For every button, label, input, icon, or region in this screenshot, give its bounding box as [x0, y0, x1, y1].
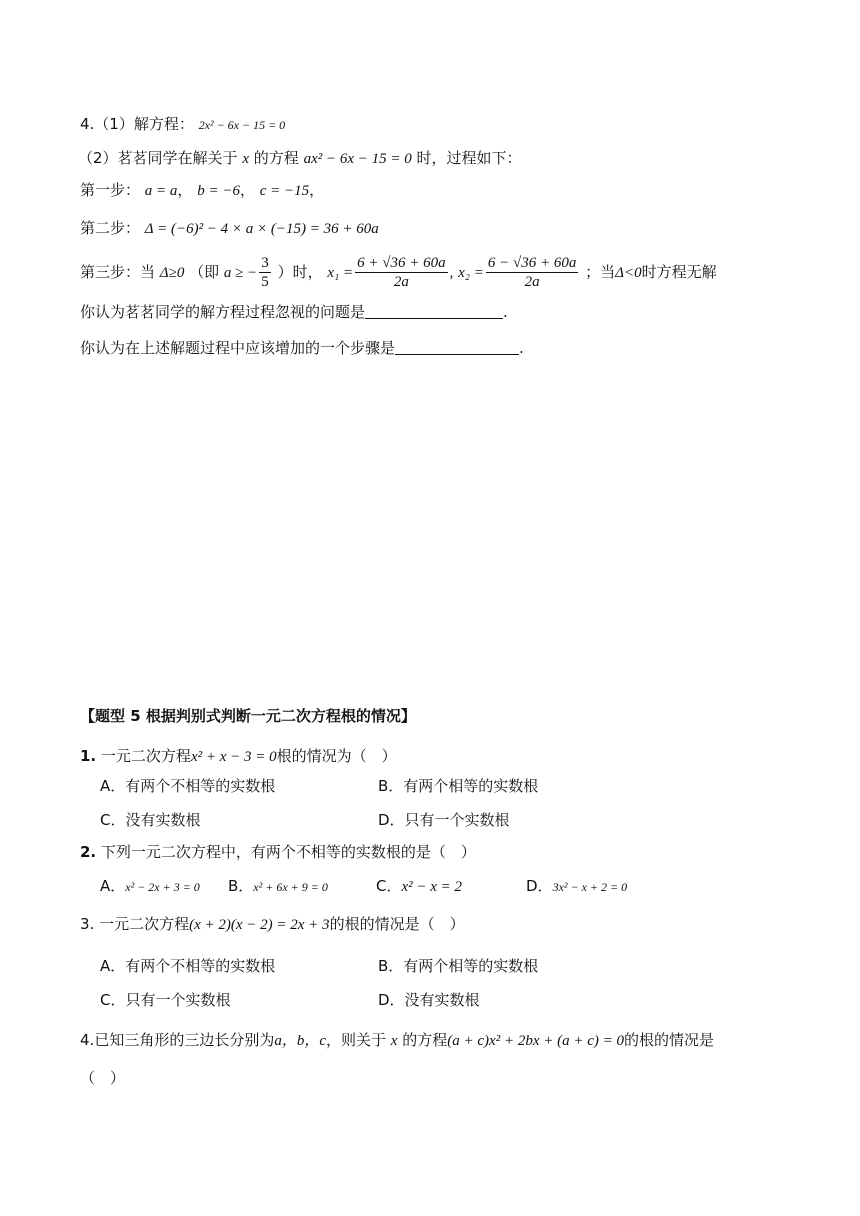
x2-fraction	[486, 254, 578, 291]
q4-question1	[80, 302, 508, 322]
step3-frac-num: 3	[261, 255, 269, 271]
q4-part2-mid: 的方程	[253, 149, 299, 167]
problem-3-stem-post: 的根的情况是（ ）	[329, 915, 465, 933]
q4-step1: 第一步： a = a， b = −6， c = −15，	[80, 181, 325, 199]
problem-4-stem-line2: （ ）	[80, 1069, 126, 1087]
q4-step3: 第三步：当 Δ≥0 （即 a ≥ − $\frac{3}{5}$ ）时， x₁ = $\frac{6 + √36 + 60a}{2a}$ , x₂ = $\frac{6 - √36 + 60a}{2a}$ ；当Δ<0时方程无解	[80, 255, 717, 290]
problem-3-option-a[interactable]: A．有两个不相等的实数根	[100, 957, 276, 975]
problem-2-stem-text: 下列一元二次方程中，有两个不相等的实数根的是（ ）	[100, 843, 476, 861]
problem-3-stem-pre: 一元二次方程	[99, 915, 190, 933]
problem-2-option-d-label: D．	[526, 877, 553, 895]
problem-3-label: 3.	[80, 915, 95, 933]
step3-paren-open: （即	[189, 263, 220, 281]
problem-4-label: 4.	[80, 1031, 95, 1049]
x2-denominator: 2a	[524, 274, 540, 290]
problem-1-stem	[80, 746, 397, 767]
problem-1-equation: x² + x − 3 = 0	[190, 749, 277, 765]
question2-period: .	[519, 339, 524, 357]
problem-3-option-b[interactable]: B．有两个相等的实数根	[378, 957, 539, 975]
q4-part2-suffix: 时，过程如下：	[416, 149, 522, 167]
problem-4-stem-post: 的根的情况是	[623, 1031, 714, 1049]
step3-paren-close: ）时，	[277, 263, 323, 281]
problem-1-option-d[interactable]: D．只有一个实数根	[378, 811, 510, 829]
problem-4-stem-mid: ，则关于	[326, 1031, 387, 1049]
problem-2-option-b-label: B．	[228, 877, 254, 895]
problem-1-label: 1.	[80, 747, 97, 765]
problem-1-stem-pre: 一元二次方程	[100, 747, 191, 765]
answer-blank-1[interactable]	[365, 304, 503, 319]
problem-2-option-c-eq: x² − x = 2	[401, 879, 463, 895]
step3-tail-pre: ；当	[585, 263, 616, 281]
x1-label: x₁ =	[327, 265, 354, 281]
problem-3-option-d[interactable]: D．没有实数根	[378, 991, 480, 1009]
question2-text: 你认为在上述解题过程中应该增加的一个步骤是	[80, 339, 396, 357]
step1-label: 第一步：	[80, 181, 141, 199]
x1-numerator: 6 + √36 + 60a	[357, 255, 446, 271]
step1-b: b = −6	[197, 183, 240, 199]
x1-fraction	[355, 254, 447, 291]
x1-denominator: 2a	[393, 274, 409, 290]
problem-4-stem-mid2: 的方程	[402, 1031, 448, 1049]
problem-4-equation: (a + c)x² + 2bx + (a + c) = 0	[447, 1033, 624, 1049]
step3-tail-post: 时方程无解	[641, 263, 717, 281]
step3-tail-condition: Δ<0	[615, 265, 642, 281]
problem-2-label: 2.	[80, 843, 97, 861]
question1-text: 你认为茗茗同学的解方程过程忽视的问题是	[80, 303, 366, 321]
x2-label: x₂ =	[458, 265, 484, 281]
q4-part2-var: x	[242, 151, 249, 167]
problem-2-option-a[interactable]	[100, 876, 200, 897]
problem-1-option-c[interactable]: C．没有实数根	[100, 811, 201, 829]
problem-2-option-a-label: A．	[100, 877, 126, 895]
problem-2-option-d[interactable]	[526, 876, 627, 897]
problem-1-stem-post: 根的情况为（ ）	[276, 747, 397, 765]
problem-2-option-c-label: C．	[376, 877, 402, 895]
question1-period: .	[503, 303, 508, 321]
step3-frac-den: 5	[261, 274, 269, 290]
problem-2-stem	[80, 842, 476, 862]
problem-4-stem	[80, 1030, 714, 1051]
section-title: 【题型 5 根据判别式判断一元二次方程根的情况】	[80, 707, 416, 725]
step3-fraction	[259, 254, 271, 291]
q4-part2	[78, 148, 522, 169]
q4-part2-prefix: （2）茗茗同学在解关于	[78, 149, 238, 167]
problem-4-vars: a，b，c	[274, 1033, 326, 1049]
step1-c: c = −15	[259, 183, 310, 199]
q4-part1-label: 4.（1）解方程：	[80, 115, 194, 133]
q4-part1-equation: 2x² − 6x − 15 = 0	[198, 118, 286, 132]
step3-a-condition: a ≥ −	[223, 265, 258, 281]
problem-1-option-b[interactable]: B．有两个相等的实数根	[378, 777, 539, 795]
step1-a: a = a	[144, 183, 178, 199]
q4-question2	[80, 338, 524, 358]
q4-part2-equation: ax² − 6x − 15 = 0	[303, 151, 412, 167]
x2-numerator: 6 − √36 + 60a	[487, 255, 577, 271]
problem-3-stem	[80, 914, 465, 935]
problem-3-option-c[interactable]: C．只有一个实数根	[100, 991, 231, 1009]
problem-2-option-a-eq: x² − 2x + 3 = 0	[125, 880, 200, 894]
step3-condition: Δ≥0	[159, 265, 185, 281]
problem-2-option-b[interactable]	[228, 876, 328, 897]
step2-equation: Δ = (−6)² − 4 × a × (−15) = 36 + 60a	[144, 221, 379, 237]
problem-1-option-a[interactable]: A．有两个不相等的实数根	[100, 777, 276, 795]
problem-4-stem-pre: 已知三角形的三边长分别为	[94, 1031, 275, 1049]
step3-label: 第三步：当	[80, 263, 156, 281]
problem-4-var: x	[390, 1033, 398, 1049]
step2-label: 第二步：	[80, 219, 141, 237]
problem-2-option-c[interactable]	[376, 876, 462, 897]
problem-2-option-b-eq: x² + 6x + 9 = 0	[253, 880, 328, 894]
answer-blank-2[interactable]	[395, 340, 519, 355]
problem-2-option-d-eq: 3x² − x + 2 = 0	[552, 880, 628, 894]
q4-step2	[80, 218, 379, 239]
q4-part1	[80, 114, 285, 135]
problem-3-equation: (x + 2)(x − 2) = 2x + 3	[189, 917, 330, 933]
